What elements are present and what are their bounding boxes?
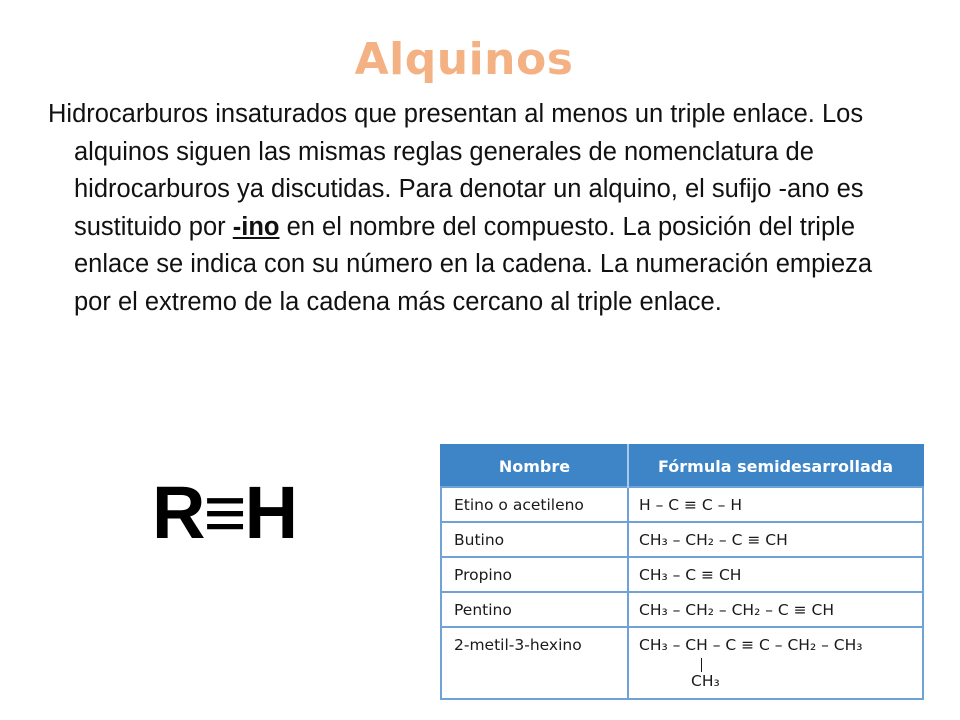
table-header-row [441,445,923,487]
general-formula: R≡H [152,471,297,554]
description-paragraph [48,96,904,321]
compound-name: Pentino [441,592,628,627]
compound-name: Butino [441,522,628,557]
table-row [441,522,923,557]
compound-formula: H – C ≡ C – H [628,487,923,522]
table-row [441,557,923,592]
slide-title: Alquinos [354,34,574,85]
paragraph-text-after: en el nombre del compuesto. La posición del triple enlace se indica con su número en la cadena. La numeración empieza por el extremo de la cadena más cercano al triple enlace. [74,212,873,316]
compound-formula: CH₃ – CH₂ – CH₂ – C ≡ CH [628,592,923,627]
compound-name: Propino [441,557,628,592]
alkyne-table [440,444,924,700]
compound-name: 2-metil-3-hexino [441,627,628,699]
table-row [441,627,923,699]
table-row [441,592,923,627]
header-formula: Fórmula semidesarrollada [628,445,923,487]
branch-bond-line [701,658,702,672]
paragraph-text-before: Hidrocarburos insaturados que presentan al menos un triple enlace. Los alquinos siguen las mismas reglas generales de nomenclatura de hidrocarburos ya discutidas. Para denotar un alquino, el sufijo -ano es sustituido por [48,100,864,241]
compound-formula: CH₃ – CH₂ – C ≡ CH [628,522,923,557]
header-nombre: Nombre [441,445,628,487]
compound-name: Etino o acetileno [441,487,628,522]
compound-formula-main: CH₃ – CH – C ≡ C – CH₂ – CH₃ [639,636,863,654]
compound-formula: CH₃ – C ≡ CH [628,557,923,592]
compound-formula-branch: CH₃ [691,672,720,690]
compound-formula-branched [628,627,923,699]
suffix-ino-emphasis: -ino [232,212,280,241]
table-row [441,487,923,522]
